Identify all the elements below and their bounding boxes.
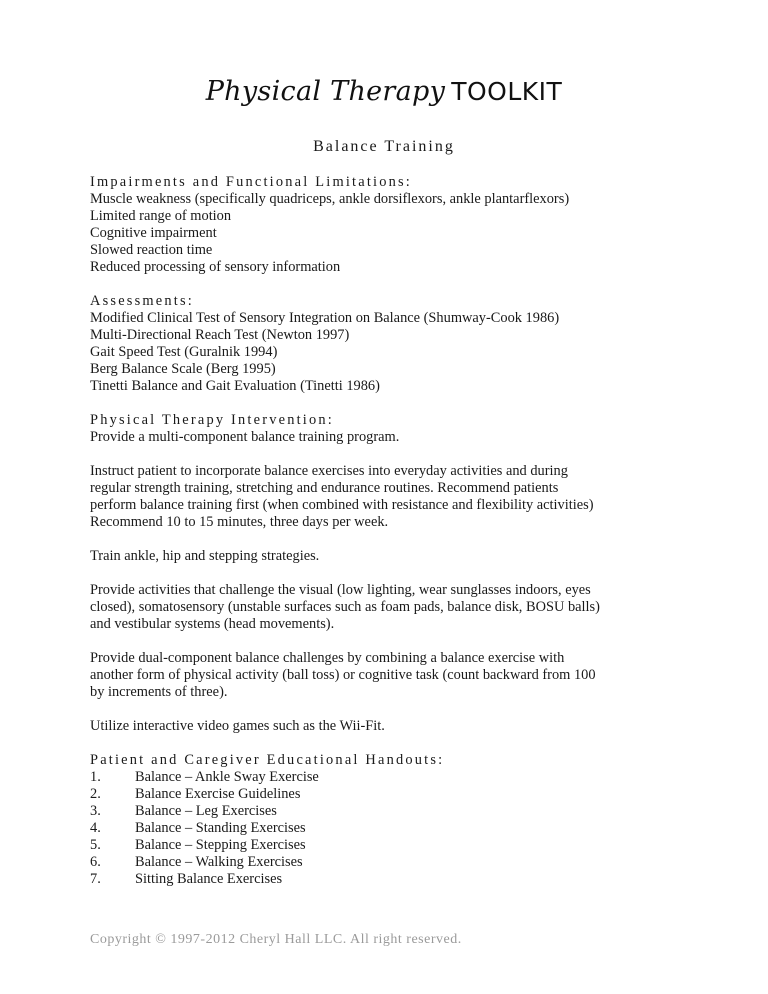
handout-title: Balance – Leg Exercises — [135, 803, 277, 819]
impairment-item: Cognitive impairment — [90, 225, 217, 241]
assessment-item: Multi-Directional Reach Test (Newton 1997) — [90, 327, 350, 343]
handout-title: Balance – Stepping Exercises — [135, 837, 306, 853]
assessments-heading: Assessments: — [90, 293, 194, 309]
brand-script-text: Physical Therapy — [205, 76, 446, 107]
impairment-item: Reduced processing of sensory information — [90, 259, 341, 275]
paragraph-line: Utilize interactive video games such as the Wii-Fit. — [90, 718, 385, 734]
impairments-section — [90, 174, 690, 276]
handout-item — [90, 837, 690, 854]
document-subtitle: Balance Training — [313, 138, 455, 155]
brand-caps-text: TOOLKIT — [451, 77, 563, 106]
paragraph-line: Recommend 10 to 15 minutes, three days per week. — [90, 514, 389, 530]
impairment-item: Muscle weakness (specifically quadriceps, ankle dorsiflexors, ankle plantarflexors) — [90, 191, 570, 207]
impairment-item: Slowed reaction time — [90, 242, 213, 258]
handout-number: 4. — [90, 820, 101, 836]
handout-number: 5. — [90, 837, 101, 853]
assessment-item: Gait Speed Test (Guralnik 1994) — [90, 344, 278, 360]
handout-title: Balance Exercise Guidelines — [135, 786, 301, 802]
handout-title: Balance – Standing Exercises — [135, 820, 306, 836]
intervention-paragraph — [90, 429, 690, 446]
brand-title — [0, 70, 768, 118]
handout-item — [90, 803, 690, 820]
handout-item — [90, 769, 690, 786]
paragraph-line: Train ankle, hip and stepping strategies. — [90, 548, 320, 564]
paragraph-line: closed), somatosensory (unstable surfaces such as foam pads, balance disk, BOSU balls) — [90, 599, 600, 615]
paragraph-line: by increments of three). — [90, 684, 228, 700]
assessment-item: Tinetti Balance and Gait Evaluation (Tinetti 1986) — [90, 378, 380, 394]
paragraph-line: another form of physical activity (ball toss) or cognitive task (count backward from 100 — [90, 667, 596, 683]
handout-item — [90, 786, 690, 803]
paragraph-line: regular strength training, stretching and endurance routines. Recommend patients — [90, 480, 559, 496]
assessments-section — [90, 293, 690, 395]
handout-item — [90, 854, 690, 871]
intervention-section — [90, 412, 690, 735]
impairments-heading: Impairments and Functional Limitations: — [90, 174, 413, 190]
document-body — [90, 174, 690, 905]
intervention-paragraph — [90, 548, 690, 565]
paragraph-line: perform balance training first (when combined with resistance and flexibility activities) — [90, 497, 594, 513]
assessment-item: Modified Clinical Test of Sensory Integration on Balance (Shumway-Cook 1986) — [90, 310, 560, 326]
copyright-footer: Copyright © 1997-2012 Cheryl Hall LLC. All right reserved. — [90, 932, 462, 947]
handouts-section — [90, 752, 690, 888]
paragraph-line: Provide a multi-component balance training program. — [90, 429, 400, 445]
assessment-item: Berg Balance Scale (Berg 1995) — [90, 361, 276, 377]
handout-item — [90, 871, 690, 888]
handout-title: Balance – Walking Exercises — [135, 854, 303, 870]
intervention-paragraph — [90, 582, 690, 633]
handout-title: Balance – Ankle Sway Exercise — [135, 769, 319, 785]
handout-item — [90, 820, 690, 837]
intervention-paragraph — [90, 718, 690, 735]
intervention-paragraph — [90, 463, 690, 531]
handouts-heading: Patient and Caregiver Educational Handouts: — [90, 752, 445, 768]
impairment-item: Limited range of motion — [90, 208, 232, 224]
handout-number: 6. — [90, 854, 101, 870]
paragraph-line: and vestibular systems (head movements). — [90, 616, 335, 632]
handout-number: 2. — [90, 786, 101, 802]
handout-number: 3. — [90, 803, 101, 819]
handout-number: 1. — [90, 769, 101, 785]
intervention-heading: Physical Therapy Intervention: — [90, 412, 334, 428]
paragraph-line: Instruct patient to incorporate balance exercises into everyday activities and during — [90, 463, 568, 479]
paragraph-line: Provide dual-component balance challenges by combining a balance exercise with — [90, 650, 565, 666]
intervention-paragraph — [90, 650, 690, 701]
paragraph-line: Provide activities that challenge the visual (low lighting, wear sunglasses indoors, eyes — [90, 582, 591, 598]
handout-number: 7. — [90, 871, 101, 887]
handout-title: Sitting Balance Exercises — [135, 871, 283, 887]
